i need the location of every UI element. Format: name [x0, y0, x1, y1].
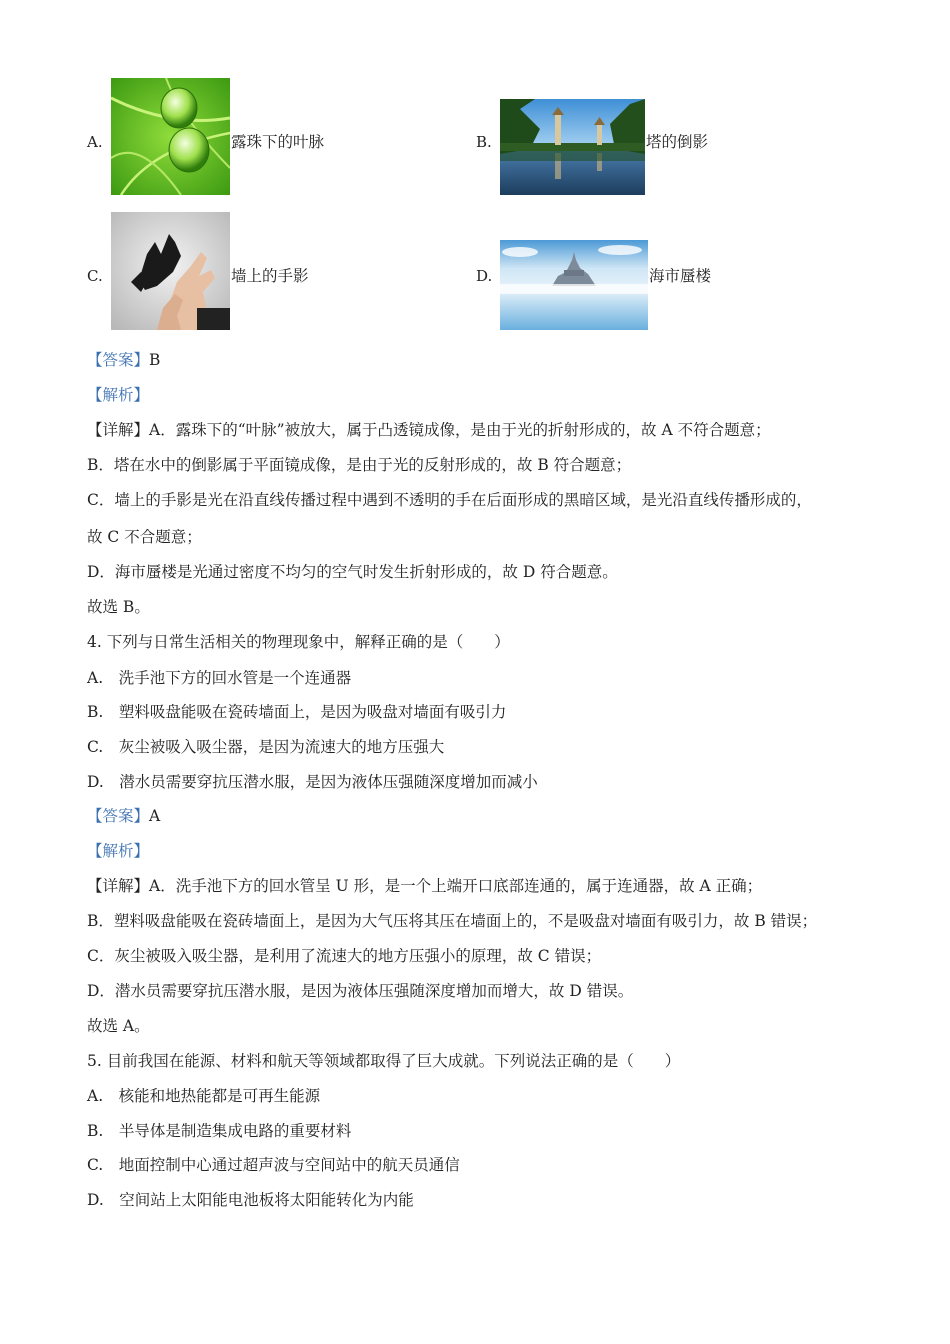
q4-detail-line-2: B．塑料吸盘能吸在瓷砖墙面上，是因为大气压将其压在墙面上的，不是吸盘对墙面有吸引力，故 B 错误；: [87, 912, 818, 930]
q4-answer: [87, 806, 160, 826]
answer-tag: 【答案】: [87, 807, 150, 825]
q3-detail-line-1: [87, 420, 771, 440]
mirage-image: [500, 240, 648, 330]
option-caption-d: 海市蜃楼: [649, 267, 712, 285]
q4-analysis-tag: 【解析】: [87, 842, 150, 860]
q3-detail-line-5: D．海市蜃楼是光通过密度不均匀的空气时发生折射形成的，故 D 符合题意。: [87, 563, 618, 581]
q4-option-c: C. 灰尘被吸入吸尘器，是因为流速大的地方压强大: [87, 738, 445, 756]
q5-option-a: A. 核能和地热能都是可再生能源: [87, 1087, 321, 1105]
q4-detail-line-4: D．潜水员需要穿抗压潜水服，是因为液体压强随深度增加而增大，故 D 错误。: [87, 982, 634, 1000]
q4-option-a: A. 洗手池下方的回水管是一个连通器: [87, 669, 352, 687]
answer-value: A: [149, 807, 161, 825]
q5-option-b: B. 半导体是制造集成电路的重要材料: [87, 1122, 352, 1140]
answer-tag: 【答案】: [87, 351, 150, 369]
q4-stem: 4. 下列与日常生活相关的物理现象中，解释正确的是（ ）: [87, 633, 510, 651]
option-letter-d: D.: [476, 267, 493, 285]
option-letter-b: B.: [476, 133, 492, 151]
q5-option-d: D. 空间站上太阳能电池板将太阳能转化为内能: [87, 1191, 414, 1209]
q3-detail-line-4: 故 C 不合题意；: [87, 528, 202, 546]
detail-tag: 【详解】: [87, 421, 150, 439]
dewdrop-leaf-image: [111, 78, 230, 195]
q4-conclusion: 故选 A。: [87, 1017, 150, 1035]
detail-tag: 【详解】: [87, 877, 150, 895]
option-caption-b: 塔的倒影: [646, 133, 709, 151]
hand-shadow-image: [111, 212, 230, 330]
option-caption-a: 露珠下的叶脉: [231, 133, 325, 151]
option-caption-c: 墙上的手影: [231, 267, 309, 285]
q3-answer: [87, 350, 160, 370]
q4-option-d: D. 潜水员需要穿抗压潜水服，是因为液体压强随深度增加而减小: [87, 773, 538, 791]
option-letter-c: C.: [87, 267, 103, 285]
q4-detail-line-1: [87, 876, 762, 896]
q3-detail-line-3: C．墙上的手影是光在沿直线传播过程中遇到不透明的手在后面形成的黑暗区域，是光沿直线传播形成的，: [87, 491, 812, 509]
q4-option-b: B. 塑料吸盘能吸在瓷砖墙面上，是因为吸盘对墙面有吸引力: [87, 703, 507, 721]
answer-value: B: [149, 351, 161, 369]
q5-option-c: C. 地面控制中心通过超声波与空间站中的航天员通信: [87, 1156, 460, 1174]
q5-stem: 5. 目前我国在能源、材料和航天等领域都取得了巨大成就。下列说法正确的是（ ）: [87, 1052, 681, 1070]
option-letter-a: A.: [87, 133, 103, 151]
q3-conclusion: 故选 B。: [87, 598, 150, 616]
pagoda-reflection-image: [500, 99, 645, 195]
detail-text: A．洗手池下方的回水管呈 U 形，是一个上端开口底部连通的，属于连通器，故 A 正确；: [149, 877, 763, 895]
q4-detail-line-3: C．灰尘被吸入吸尘器，是利用了流速大的地方压强小的原理，故 C 错误；: [87, 947, 602, 965]
q3-detail-line-2: B．塔在水中的倒影属于平面镜成像，是由于光的反射形成的，故 B 符合题意；: [87, 456, 632, 474]
q3-analysis-tag: 【解析】: [87, 386, 150, 404]
detail-text: A．露珠下的“叶脉”被放大，属于凸透镜成像，是由于光的折射形成的，故 A 不符合题意；: [149, 421, 771, 439]
